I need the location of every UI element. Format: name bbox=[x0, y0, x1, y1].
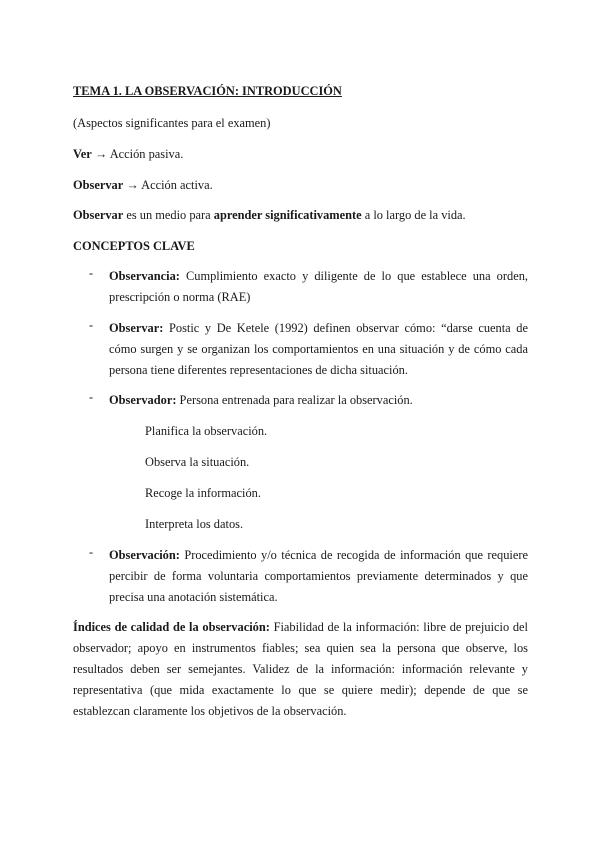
concept-item-observancia bbox=[89, 266, 528, 308]
observar-bold-2: aprender significativamente bbox=[213, 208, 362, 222]
concepts-heading: CONCEPTOS CLAVE bbox=[73, 239, 195, 253]
bullet-dash: - bbox=[89, 390, 94, 404]
observar-mid-2: es un medio para bbox=[123, 208, 214, 222]
concept-item-observador bbox=[89, 390, 528, 411]
indices-term: Índices de calidad de la observación: bbox=[73, 620, 270, 634]
observar-line-2 bbox=[73, 205, 528, 226]
ver-line bbox=[73, 144, 528, 165]
concept-text: Procedimiento y/o técnica de recogida de información que requiere percibir de forma voluntaria comportamientos previamente determinados y que precisa una anotación sistemática. bbox=[109, 548, 528, 604]
page-title: TEMA 1. LA OBSERVACIÓN: INTRODUCCIÓN bbox=[73, 84, 342, 98]
ver-text: → Acción pasiva. bbox=[91, 147, 184, 161]
observar-text-1: → Acción activa. bbox=[123, 178, 213, 192]
aspects-note: (Aspectos significantes para el examen) bbox=[73, 116, 271, 130]
observar-term-2: Observar bbox=[73, 208, 124, 222]
observer-step: Planifica la observación. bbox=[145, 424, 268, 438]
concept-term: Observación: bbox=[109, 548, 180, 562]
observar-line-1 bbox=[73, 175, 528, 196]
observar-term-1: Observar bbox=[73, 178, 124, 192]
bullet-dash: - bbox=[89, 266, 94, 280]
bullet-dash: - bbox=[89, 545, 94, 559]
observer-step: Interpreta los datos. bbox=[145, 517, 244, 531]
concept-text: Cumplimiento exacto y diligente de lo que establece una orden, prescripción o norma (RAE) bbox=[109, 269, 528, 304]
bullet-dash: - bbox=[89, 318, 94, 332]
ver-term: Ver bbox=[73, 147, 92, 161]
observar-end-2: a lo largo de la vida. bbox=[361, 208, 466, 222]
observer-step: Observa la situación. bbox=[145, 455, 250, 469]
concept-text: Persona entrenada para realizar la observación. bbox=[176, 393, 413, 407]
indices-text: Fiabilidad de la información: libre de prejuicio del observador; apoyo en instrumentos fiables; sea quien sea la persona que observe, los resultados deben ser semejantes. Validez de la información: información relevante y representativa (que mida exactamente lo que se quiere medir); depende de que se establezcan claramente los objetivos de la observación. bbox=[73, 620, 528, 718]
quality-indices-paragraph bbox=[73, 617, 528, 722]
concept-term: Observar: bbox=[109, 321, 164, 335]
observer-step: Recoge la información. bbox=[145, 486, 261, 500]
concept-item-observar bbox=[89, 318, 528, 381]
concept-term: Observancia: bbox=[109, 269, 180, 283]
concept-text: Postic y De Ketele (1992) definen observar cómo: “darse cuenta de cómo surgen y se organizan los comportamientos en una situación y de cómo cada persona tiene diferentes representaciones de dicha situación. bbox=[109, 321, 528, 377]
concept-item-observacion bbox=[89, 545, 528, 608]
concept-term: Observador: bbox=[109, 393, 177, 407]
